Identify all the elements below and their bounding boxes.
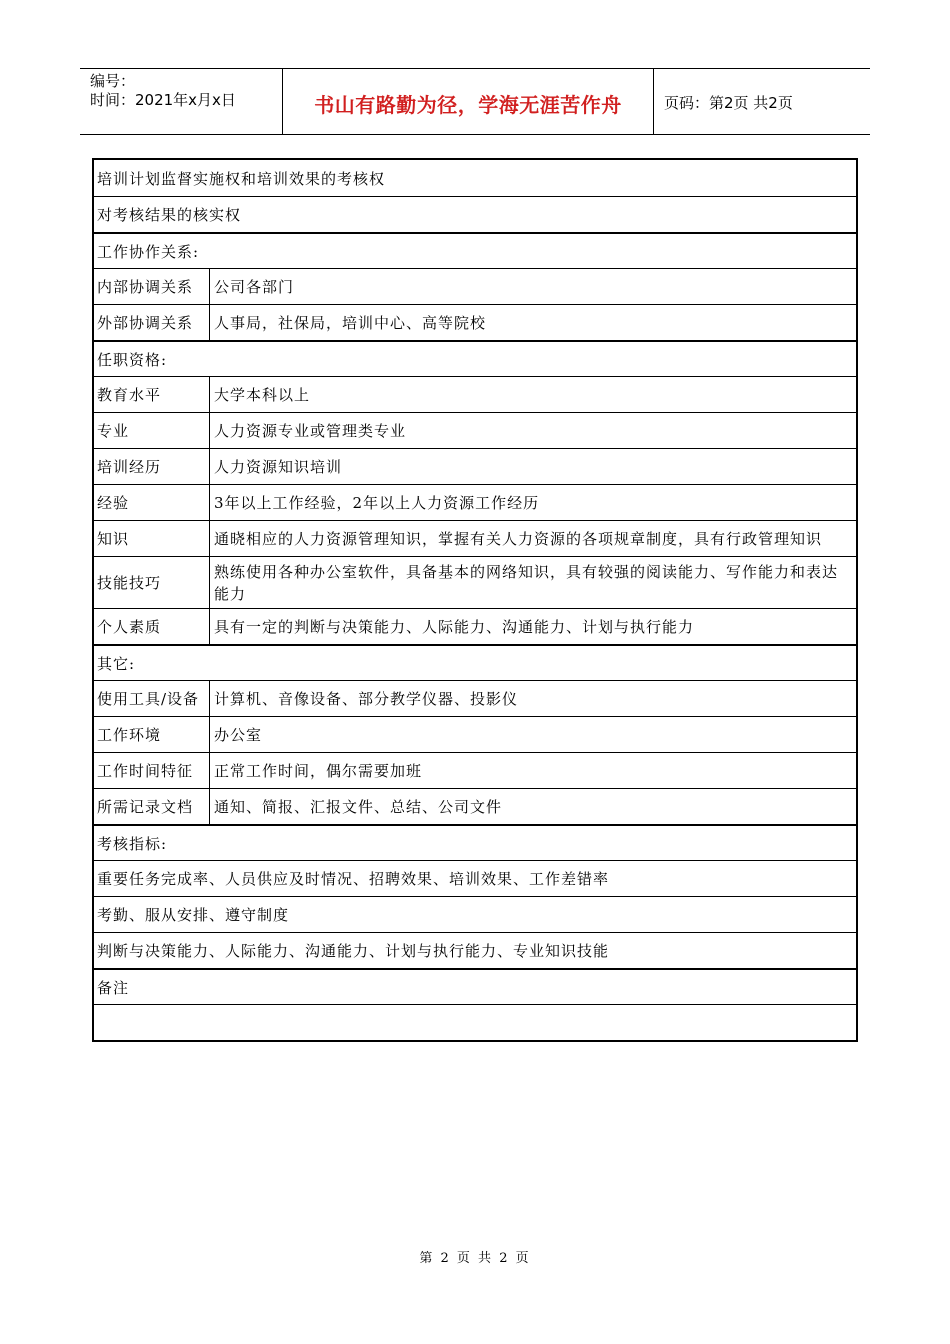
- education-value: 大学本科以上: [214, 386, 311, 404]
- authority-item: 培训计划监督实施权和培训效果的考核权: [97, 169, 386, 188]
- document-number-label: 编号：: [90, 72, 136, 90]
- tools-label: 使用工具/设备: [94, 681, 210, 716]
- assessment-item: 判断与决策能力、人际能力、沟通能力、计划与执行能力、专业知识技能: [97, 942, 610, 960]
- assessment-item: 考勤、服从安排、遵守制度: [97, 906, 290, 924]
- environment-value: 办公室: [214, 726, 263, 744]
- table-row: [94, 896, 856, 932]
- section-heading-row: [94, 824, 856, 860]
- training-value: 人力资源知识培训: [214, 458, 343, 476]
- external-coordination-label: 外部协调关系: [94, 305, 210, 340]
- major-label: 专业: [94, 413, 210, 448]
- section-cooperation-heading: 工作协作关系:: [97, 242, 200, 261]
- skills-value: 熟练使用各种办公室软件，具备基本的网络知识，具有较强的阅读能力、写作能力和表达能力: [214, 562, 839, 603]
- page-header: [80, 68, 870, 135]
- table-row: [94, 968, 856, 1004]
- authority-item: 对考核结果的核实权: [97, 206, 242, 224]
- job-description-table: [92, 158, 858, 1042]
- document-time-label: 时间：2021年x月x日: [90, 91, 236, 109]
- table-row: [94, 376, 856, 412]
- table-row: [94, 196, 856, 232]
- page-footer: 第 2 页 共 2 页: [419, 1251, 531, 1266]
- assessment-item: 重要任务完成率、人员供应及时情况、招聘效果、培训效果、工作差错率: [97, 870, 610, 888]
- section-qualification-heading: 任职资格:: [97, 350, 168, 369]
- table-row: [94, 556, 856, 608]
- work-time-value: 正常工作时间，偶尔需要加班: [214, 762, 423, 780]
- table-row: [94, 412, 856, 448]
- documents-value: 通知、简报、汇报文件、总结、公司文件: [214, 798, 503, 816]
- section-heading-row: [94, 340, 856, 376]
- table-row: [94, 160, 856, 196]
- experience-label: 经验: [94, 485, 210, 520]
- table-row: [94, 716, 856, 752]
- header-page-number: 页码：第2页 共2页: [664, 94, 793, 112]
- table-row: [94, 520, 856, 556]
- table-row: [94, 680, 856, 716]
- table-row: [94, 608, 856, 644]
- work-time-label: 工作时间特征: [94, 753, 210, 788]
- header-motto: 书山有路勤为径，学海无涯苦作舟: [282, 69, 654, 134]
- section-assessment-heading: 考核指标:: [97, 834, 168, 853]
- environment-label: 工作环境: [94, 717, 210, 752]
- table-row: [94, 268, 856, 304]
- personal-quality-value: 具有一定的判断与决策能力、人际能力、沟通能力、计划与执行能力: [214, 618, 695, 636]
- documents-label: 所需记录文档: [94, 789, 210, 824]
- experience-value: 3年以上工作经验，2年以上人力资源工作经历: [214, 494, 540, 512]
- table-row: [94, 788, 856, 824]
- knowledge-value: 通晓相应的人力资源管理知识，掌握有关人力资源的各项规章制度，具有行政管理知识: [214, 530, 823, 548]
- training-label: 培训经历: [94, 449, 210, 484]
- section-heading-row: [94, 232, 856, 268]
- section-heading-row: [94, 644, 856, 680]
- skills-label: 技能技巧: [94, 557, 210, 608]
- section-other-heading: 其它:: [97, 654, 136, 673]
- internal-coordination-label: 内部协调关系: [94, 269, 210, 304]
- major-value: 人力资源专业或管理类专业: [214, 422, 407, 440]
- table-row: [94, 752, 856, 788]
- tools-value: 计算机、音像设备、部分教学仪器、投影仪: [214, 690, 519, 708]
- header-info: [80, 69, 282, 134]
- education-label: 教育水平: [94, 377, 210, 412]
- remarks-label: 备注: [97, 978, 130, 997]
- table-row: [94, 932, 856, 968]
- internal-coordination-value: 公司各部门: [214, 278, 295, 296]
- remarks-value: [94, 1005, 856, 1040]
- table-row: [94, 1004, 856, 1040]
- knowledge-label: 知识: [94, 521, 210, 556]
- table-row: [94, 304, 856, 340]
- personal-quality-label: 个人素质: [94, 609, 210, 644]
- table-row: [94, 448, 856, 484]
- external-coordination-value: 人事局，社保局，培训中心、高等院校: [214, 314, 487, 332]
- table-row: [94, 860, 856, 896]
- table-row: [94, 484, 856, 520]
